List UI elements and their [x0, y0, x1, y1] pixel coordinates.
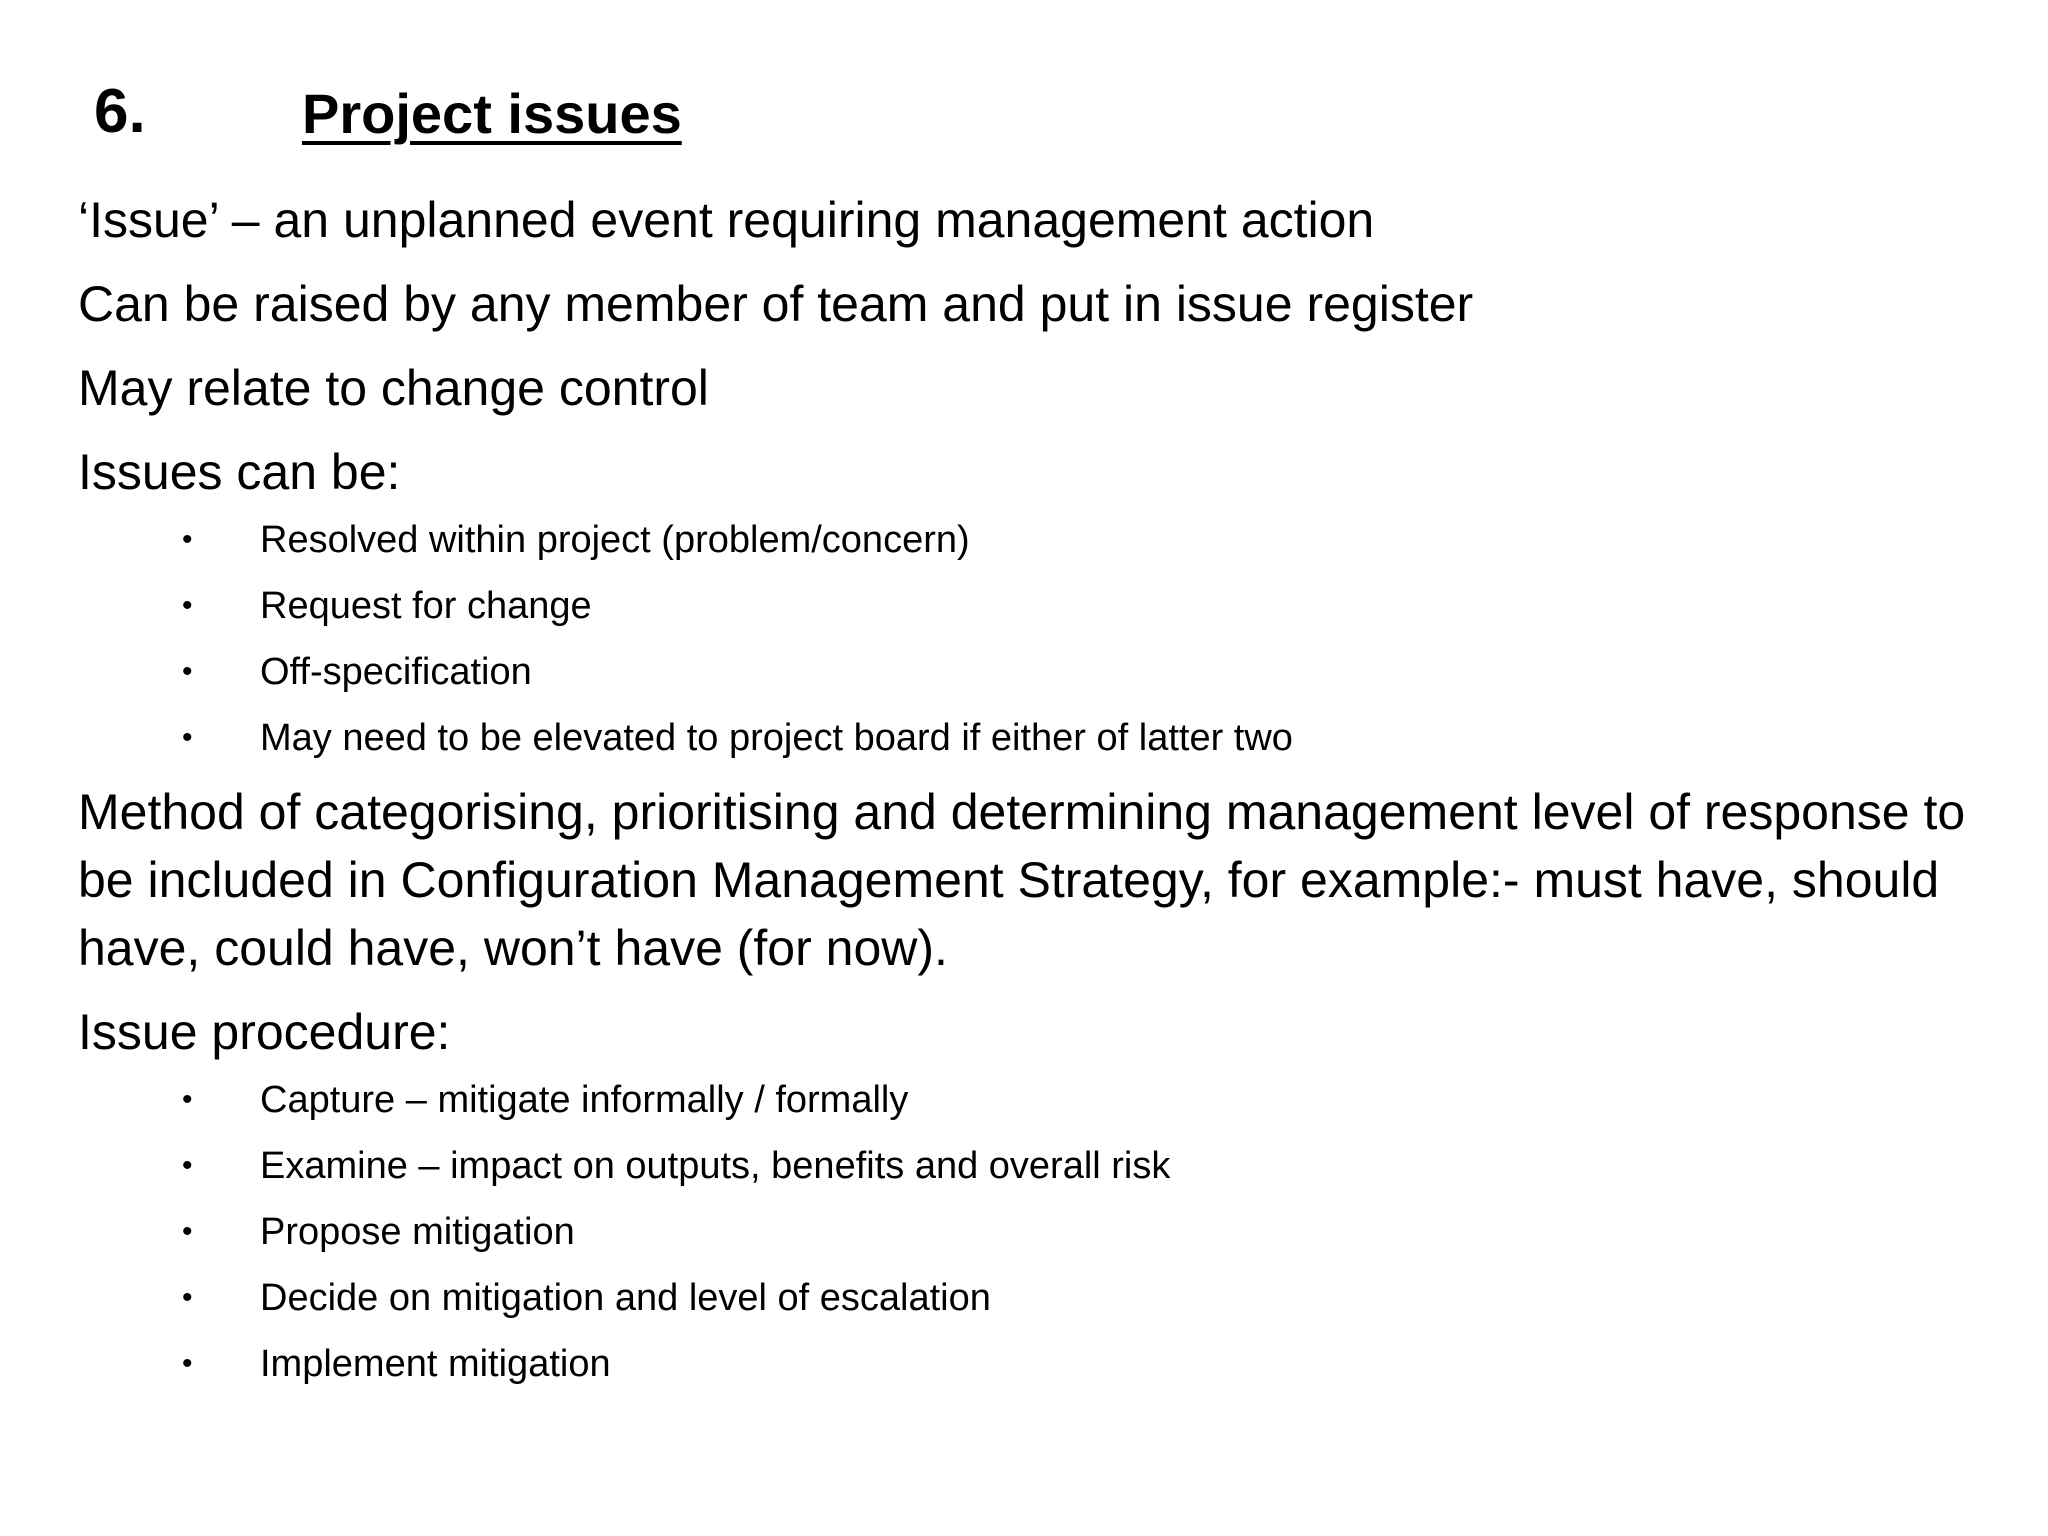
- list-item-text: Implement mitigation: [260, 1343, 611, 1385]
- issues-can-be-heading: Issues can be:: [78, 444, 401, 500]
- change-control-text: May relate to change control: [78, 360, 709, 416]
- list-item: [78, 1272, 1978, 1324]
- list-item-text: Examine – impact on outputs, benefits and overall risk: [260, 1145, 1171, 1187]
- bullet-icon: •: [182, 523, 193, 556]
- categorisation-method-text: Method of categorising, prioritising and determining management level of response to be included in Configuration Management Strategy, for example:- must have, should have, could have, won’t have (for now).: [78, 784, 1980, 976]
- list-item: [78, 1338, 1978, 1390]
- bullet-icon: •: [182, 1149, 193, 1182]
- bullet-icon: •: [182, 721, 193, 754]
- list-item: [78, 580, 1978, 632]
- list-item-text: Off-specification: [260, 651, 532, 693]
- bullet-icon: •: [182, 655, 193, 688]
- bullet-icon: •: [182, 589, 193, 622]
- list-item: [78, 1074, 1978, 1126]
- bullet-icon: •: [182, 1347, 193, 1380]
- bullet-icon: •: [182, 1281, 193, 1314]
- bullet-icon: •: [182, 1215, 193, 1248]
- list-item-text: Resolved within project (problem/concern): [260, 519, 970, 561]
- issue-types-list: [78, 514, 1978, 764]
- list-item-text: Propose mitigation: [260, 1211, 575, 1253]
- bullet-icon: •: [182, 1083, 193, 1116]
- list-item: [78, 1206, 1978, 1258]
- list-item-text: Decide on mitigation and level of escalation: [260, 1277, 991, 1319]
- list-item-text: Capture – mitigate informally / formally: [260, 1079, 909, 1121]
- list-item: [78, 646, 1978, 698]
- issue-raising-text: Can be raised by any member of team and put in issue register: [78, 276, 1474, 332]
- list-item: [78, 1140, 1978, 1192]
- list-item-text: Request for change: [260, 585, 592, 627]
- list-item-text: May need to be elevated to project board if either of latter two: [260, 717, 1293, 759]
- procedure-steps-list: [78, 1074, 1978, 1390]
- slide-title: Project issues: [302, 82, 682, 145]
- slide-content: [78, 186, 1978, 1404]
- list-item: [78, 514, 1978, 566]
- list-item: [78, 712, 1978, 764]
- slide-number: 6.: [94, 77, 146, 146]
- issue-procedure-heading: Issue procedure:: [78, 1004, 451, 1060]
- issue-definition: ‘Issue’ – an unplanned event requiring management action: [78, 192, 1375, 248]
